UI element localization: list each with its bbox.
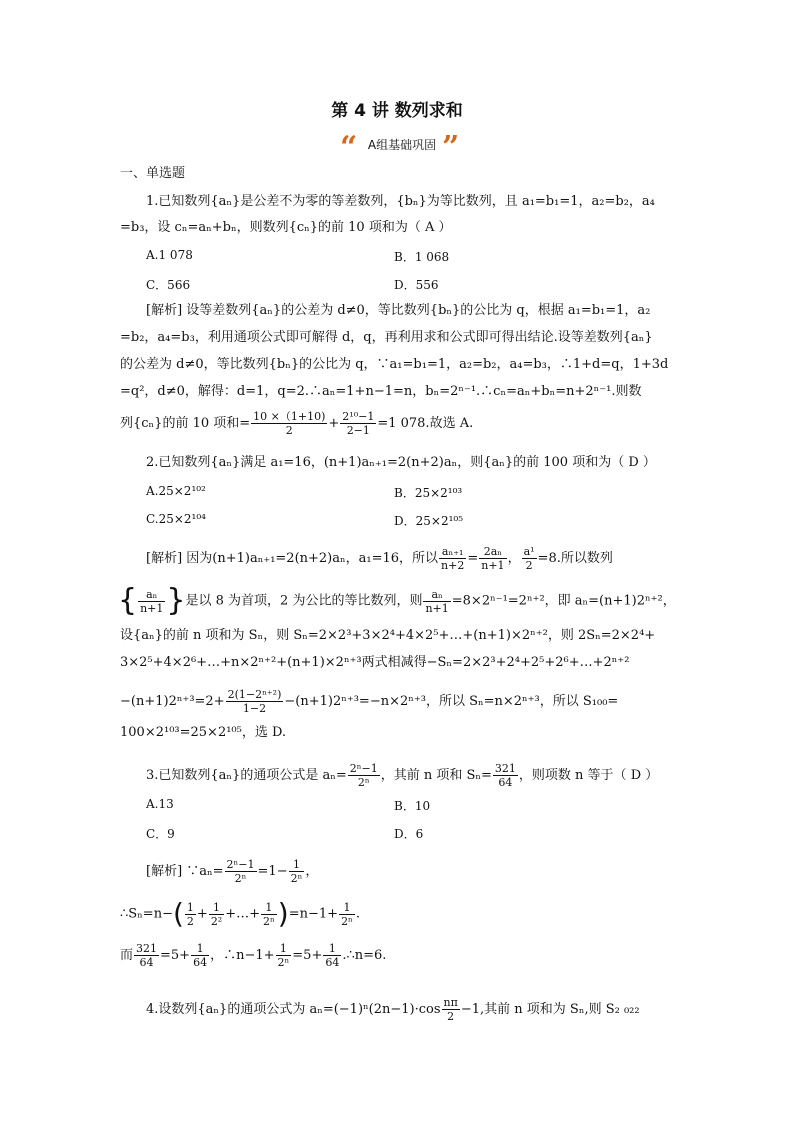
q3-sol1-text-a: [解析] ∵aₙ= (146, 864, 224, 879)
q3-option-d: D．6 (394, 827, 424, 841)
q3-sol2-fraction-4 (339, 901, 355, 928)
q3-option-c: C．9 (146, 827, 175, 841)
q3-sol2-text-b: =n−1+ (288, 906, 339, 922)
q1-line1: 1.已知数列{aₙ}是公差不为零的等差数列，{bₙ}为等比数列，且 a₁=b₁=1，a₂=b₂，a₄ (146, 194, 655, 209)
q2-sol2-text-a: 是以 8 为首项，2 为公比的等比数列，则 (185, 593, 423, 609)
fraction-numerator: 1 (191, 942, 209, 956)
fraction-denominator: n+2 (441, 559, 465, 572)
fraction-denominator: 2ⁿ (234, 872, 247, 885)
q1-solution-line1: [解析] 设等差数列{aₙ}的公差为 d≠0，等比数列{bₙ}的公比为 q，根据 a₁=b₁=1，a₂ (146, 303, 651, 318)
q3-sol3-text-a: 而 (120, 948, 134, 963)
fraction-denominator: 64 (139, 956, 154, 969)
plus-ellipsis: +…+ (225, 906, 261, 922)
q3-sol2-fraction-2 (209, 901, 224, 928)
q2-sol5-text-a: −(n+1)2ⁿ⁺³=2+ (120, 694, 225, 709)
q2-sol2-fraction-1 (138, 588, 165, 615)
q1-sol5-fraction-1 (251, 410, 327, 437)
q2-option-a: A.25×2¹⁰² (146, 484, 206, 498)
fraction-denominator: n+1 (481, 559, 505, 572)
q2-sol1-fraction-2 (479, 545, 506, 572)
q2-line1: 2.已知数列{aₙ}满足 a₁=16，(n+1)aₙ₊₁=2(n+2)aₙ，则{aₙ}的前 100 项和为（ D ） (146, 455, 656, 470)
q2-solution-line3: 设{aₙ}的前 n 项和为 Sₙ，则 Sₙ=2×2³+3×2⁴+4×2⁵+…+(n+1)×2ⁿ⁺²，则 2Sₙ=2×2⁴+ (120, 628, 656, 643)
q3-line1 (146, 762, 658, 789)
q3-solution-line2 (120, 897, 360, 930)
comma: ， (305, 864, 319, 879)
fraction-denominator: n+1 (425, 601, 449, 615)
q4-line1-fraction (442, 996, 460, 1023)
q2-solution-line1 (146, 545, 613, 572)
fraction-denominator: 2ⁿ (357, 776, 370, 789)
fraction-denominator: 2−1 (346, 424, 370, 437)
fraction-denominator: n+1 (140, 601, 164, 615)
q4-line1 (146, 996, 640, 1023)
q2-sol1-text-a: [解析] 因为(n+1)aₙ₊₁=2(n+2)aₙ，a₁=16，所以 (146, 551, 439, 566)
fraction-denominator: 2² (210, 914, 223, 928)
fraction-denominator: 2ⁿ (290, 872, 303, 885)
q2-solution-line5 (120, 688, 618, 715)
q1-solution-line5 (120, 410, 473, 437)
q3-sol1-text-b: =1− (257, 864, 288, 879)
q2-solution-line6: 100×2¹⁰³=25×2¹⁰⁵，选 D. (120, 725, 287, 740)
fraction-numerator: 2ⁿ−1 (226, 858, 255, 871)
fraction-numerator: 10 ×（1+10) (253, 410, 326, 423)
q2-option-d: D．25×2¹⁰⁵ (394, 514, 464, 528)
q3-line1-text-c: ，则项数 n 等于（ D ） (518, 768, 659, 783)
fraction-numerator: 1 (276, 942, 292, 956)
q1-option-b: B．1 068 (394, 250, 450, 264)
fraction-numerator: aₙ₊₁ (439, 545, 466, 559)
fraction-denominator: 2 (447, 1010, 455, 1023)
q2-sol2-fraction-2 (423, 588, 450, 615)
quote-left-icon: “ (340, 130, 358, 165)
fraction-numerator: 1 (261, 901, 277, 915)
fraction-numerator: 1 (209, 901, 224, 915)
q3-sol3-text-c: ，∴n−1+ (210, 948, 275, 963)
quote-right-icon: ” (442, 130, 460, 165)
q3-option-b: B．10 (394, 799, 431, 813)
q3-sol3-text-e: .∴n=6. (342, 948, 387, 963)
fraction-denominator: 2ⁿ (277, 956, 290, 969)
fraction-numerator: 1 (289, 858, 305, 872)
plus-sign: + (328, 416, 340, 431)
q1-option-a: A.1 078 (146, 248, 193, 262)
fraction-denominator: 2 (186, 914, 194, 928)
fraction-numerator: aₙ (423, 588, 450, 602)
q1-solution-line3: 的公差为 d≠0，等比数列{bₙ}的公比为 q，∵a₁=b₁=1，a₂=b₂，a₄=b₃，∴1+d=q，1+3d (120, 357, 669, 372)
q3-sol1-fraction-1 (225, 858, 257, 885)
q1-option-c: C．566 (146, 278, 191, 292)
fraction-numerator: 1 (323, 942, 341, 956)
fraction-numerator: 1 (339, 901, 355, 915)
q3-sol3-fraction-2 (191, 942, 209, 969)
fraction-numerator: aₙ (138, 588, 165, 602)
q3-option-a: A.13 (146, 797, 174, 811)
q3-sol3-text-d: =5+ (292, 948, 323, 963)
q2-option-b: B．25×2¹⁰³ (394, 486, 463, 500)
q1-sol5-fraction-2 (340, 410, 376, 437)
fraction-numerator: 321 (136, 942, 158, 955)
q2-solution-line2 (118, 583, 676, 618)
group-badge-label: A组基础巩固 (367, 138, 437, 152)
q3-sol1-fraction-2 (289, 858, 305, 885)
q2-sol5-fraction (226, 688, 284, 715)
right-paren: ) (277, 897, 289, 930)
fraction-numerator: 321 (494, 762, 516, 775)
fraction-denominator: 64 (498, 776, 513, 789)
q1-solution-line2: =b₂，a₄=b₃，利用通项公式即可解得 d，q，再利用求和公式即可得出结论.设等差数列{aₙ} (120, 330, 653, 345)
q1-sol5-text-b: =1 078.故选 A. (377, 416, 474, 431)
q4-line1-text-b: −1,其前 n 项和为 Sₙ,则 S₂ ₀₂₂ (460, 1002, 640, 1017)
q3-line1-fraction-2 (493, 762, 518, 789)
q2-option-c: C.25×2¹⁰⁴ (146, 512, 206, 526)
q3-sol2-fraction-1 (185, 901, 196, 928)
q3-sol3-fraction-4 (323, 942, 341, 969)
right-brace: } (166, 583, 186, 618)
q2-solution-line4: 3×2⁵+4×2⁶+…+n×2ⁿ⁺²+(n+1)×2ⁿ⁺³两式相减得−Sₙ=2×2³+2⁴+2⁵+2⁶+…+2ⁿ⁺² (120, 655, 630, 670)
plus-sign: + (196, 906, 208, 922)
page-title: 第 4 讲 数列求和 (331, 101, 463, 121)
fraction-numerator: 2(1−2ⁿ⁺²) (227, 688, 282, 701)
q1-option-d: D．556 (394, 278, 439, 292)
fraction-numerator: 2ⁿ−1 (349, 762, 378, 775)
left-paren: ( (172, 897, 184, 930)
equals-sign: = (467, 551, 479, 566)
q2-sol1-fraction-1 (439, 545, 466, 572)
q3-sol2-text-a: ∴Sₙ=n− (120, 906, 173, 922)
q3-solution-line1 (146, 858, 318, 885)
fraction-denominator: 64 (325, 956, 340, 969)
fraction-numerator: nπ (443, 996, 458, 1009)
q4-line1-text-a: 4.设数列{aₙ}的通项公式为 aₙ=(−1)ⁿ(2n−1)·cos (146, 1002, 441, 1017)
q1-solution-line4: =q²，d≠0，解得：d=1，q=2.∴aₙ=1+n−1=n，bₙ=2ⁿ⁻¹.∴cₙ=aₙ+bₙ=n+2ⁿ⁻¹.则数 (120, 384, 642, 399)
fraction-denominator: 2ⁿ (263, 914, 275, 928)
q3-line1-text-b: ，其前 n 项和 Sₙ= (380, 768, 492, 783)
fraction-denominator: 2 (525, 559, 533, 572)
period: . (355, 906, 360, 922)
q2-sol5-text-b: −(n+1)2ⁿ⁺³=−n×2ⁿ⁺³，所以 Sₙ=n×2ⁿ⁺³，所以 S₁₀₀= (284, 694, 619, 709)
fraction-numerator: 1 (186, 900, 194, 914)
q1-sol5-text-a: 列{cₙ}的前 10 项和= (120, 416, 251, 431)
left-brace: { (118, 583, 138, 618)
q3-sol3-fraction-3 (276, 942, 292, 969)
comma: ， (507, 551, 521, 566)
fraction-numerator: 2aₙ (479, 545, 506, 559)
fraction-denominator: 1−2 (242, 702, 267, 715)
fraction-numerator: a¹ (523, 545, 535, 558)
fraction-denominator: 2ⁿ (341, 914, 353, 928)
fraction-denominator: 2 (285, 424, 293, 437)
section-heading: 一、单选题 (120, 166, 186, 181)
q3-sol3-fraction-1 (134, 942, 159, 969)
fraction-denominator: 64 (193, 956, 208, 969)
q3-line1-text-a: 3.已知数列{aₙ}的通项公式是 aₙ= (146, 768, 347, 783)
q3-solution-line3 (120, 942, 386, 969)
q2-sol1-text-b: =8.所以数列 (537, 551, 613, 566)
q3-sol3-text-b: =5+ (160, 948, 191, 963)
q2-sol1-fraction-3 (522, 545, 537, 572)
fraction-numerator: 2¹⁰−1 (342, 410, 375, 423)
group-badge (340, 130, 464, 165)
q3-sol2-fraction-3 (261, 901, 277, 928)
q3-line1-fraction-1 (348, 762, 380, 789)
q1-line2: =b₃，设 cₙ=aₙ+bₙ，则数列{cₙ}的前 10 项和为（ A ） (120, 220, 452, 235)
q2-sol2-text-b: =8×2ⁿ⁻¹=2ⁿ⁺²，即 aₙ=(n+1)2ⁿ⁺²， (451, 593, 676, 609)
